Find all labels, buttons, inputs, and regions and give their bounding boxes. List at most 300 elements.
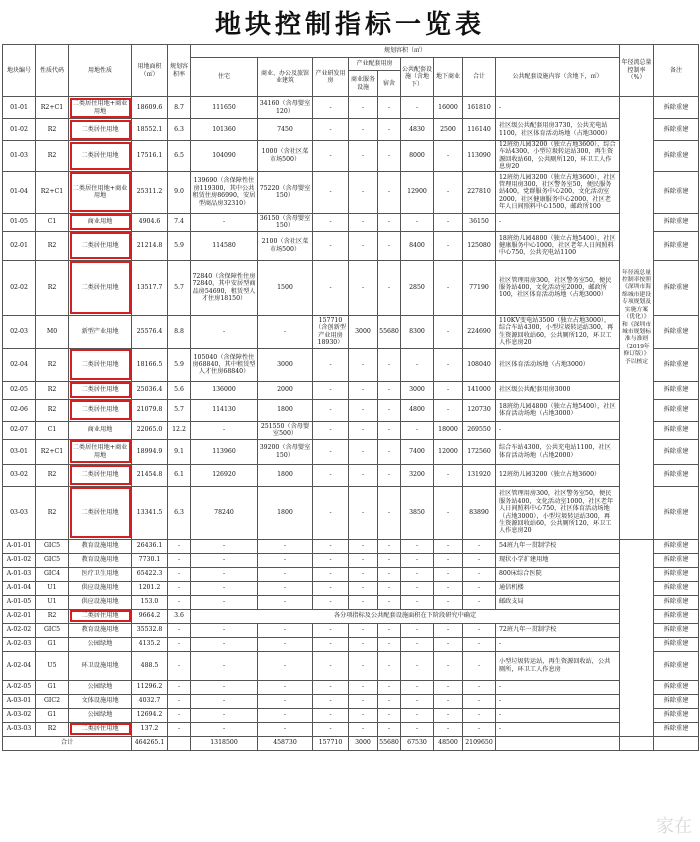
table-row <box>3 141 699 172</box>
nature-code-cell: R2+C1 <box>36 171 69 213</box>
commercial-service-cell: - <box>349 722 378 736</box>
public-underground-cell: - <box>401 421 434 439</box>
remark-cell: 拆除重建 <box>654 97 699 119</box>
parcel-no-cell: 03-02 <box>3 464 36 486</box>
col-industry-support: 产业配套用房 <box>349 58 401 71</box>
total-cell: - <box>463 637 496 651</box>
area-cell: 12694.2 <box>132 708 168 722</box>
totals-total-cell: 2109650 <box>463 736 496 750</box>
total-cell: - <box>463 623 496 637</box>
public-underground-cell: 3850 <box>401 486 434 539</box>
table-row <box>3 680 699 694</box>
far-cell: - <box>168 553 191 567</box>
public-underground-cell: 8400 <box>401 231 434 260</box>
far-cell: 6.1 <box>168 464 191 486</box>
dormitory-cell: - <box>378 722 401 736</box>
far-cell: - <box>168 708 191 722</box>
far-cell: 5.9 <box>168 231 191 260</box>
public-underground-cell: - <box>401 539 434 553</box>
commercial-cell: - <box>258 637 313 651</box>
far-cell: 8.8 <box>168 315 191 348</box>
parcel-no-cell: A-03-03 <box>3 722 36 736</box>
far-cell: 8.7 <box>168 97 191 119</box>
dormitory-cell: - <box>378 464 401 486</box>
totals-residential-cell: 1318500 <box>191 736 258 750</box>
table-row <box>3 464 699 486</box>
area-cell: 4032.7 <box>132 694 168 708</box>
public-facilities-cell: 18班幼儿园4800（独立占地5400），社区体育活动场地（占地3000） <box>496 399 620 421</box>
public-facilities-cell: - <box>496 213 620 231</box>
dormitory-cell: - <box>378 539 401 553</box>
commercial-service-cell: - <box>349 694 378 708</box>
nature-code-cell: R2 <box>36 381 69 399</box>
area-cell: 21079.8 <box>132 399 168 421</box>
underground-commercial-cell: - <box>434 486 463 539</box>
nature-code-cell: GIC5 <box>36 623 69 637</box>
residential-cell: - <box>191 315 258 348</box>
dormitory-cell: - <box>378 623 401 637</box>
col-commercial: 商业、办公及旅馆业建筑 <box>258 58 313 97</box>
parcel-no-cell: A-02-05 <box>3 680 36 694</box>
parcel-no-cell: 02-03 <box>3 315 36 348</box>
underground-commercial-cell: - <box>434 539 463 553</box>
total-cell: 227810 <box>463 171 496 213</box>
industrial-rd-cell: - <box>313 694 349 708</box>
underground-commercial-cell: - <box>434 595 463 609</box>
commercial-cell: - <box>258 539 313 553</box>
far-cell: - <box>168 694 191 708</box>
land-use-cell: 二类居住用地 <box>69 119 132 141</box>
nature-code-cell: G1 <box>36 708 69 722</box>
commercial-cell: - <box>258 722 313 736</box>
commercial-cell: 1800 <box>258 486 313 539</box>
parcel-no-cell: A-03-02 <box>3 708 36 722</box>
dormitory-cell: - <box>378 694 401 708</box>
commercial-service-cell: - <box>349 260 378 315</box>
table-row <box>3 694 699 708</box>
parcel-no-cell: 03-03 <box>3 486 36 539</box>
underground-commercial-cell: - <box>434 348 463 381</box>
public-facilities-cell: 社区管理用房300，社区警务室50，便民服务站400，文化活动室2000，邮政所100，社区体育活动场地（占地3000） <box>496 260 620 315</box>
parcel-no-cell: 01-03 <box>3 141 36 172</box>
total-cell: 141000 <box>463 381 496 399</box>
commercial-cell: - <box>258 694 313 708</box>
land-use-cell: 商业用地 <box>69 421 132 439</box>
table-row <box>3 381 699 399</box>
commercial-service-cell: - <box>349 567 378 581</box>
commercial-cell: - <box>258 581 313 595</box>
totals-public-facilities-cell <box>496 736 620 750</box>
dormitory-cell: - <box>378 553 401 567</box>
remark-cell: 拆除重建 <box>654 381 699 399</box>
totals-remark-cell <box>654 736 699 750</box>
public-facilities-cell: 800床综合医院 <box>496 567 620 581</box>
public-underground-cell: - <box>401 97 434 119</box>
nature-code-cell: R2 <box>36 231 69 260</box>
far-cell: - <box>168 623 191 637</box>
area-cell: 153.0 <box>132 595 168 609</box>
table-row <box>3 348 699 381</box>
nature-code-cell: R2 <box>36 348 69 381</box>
far-cell: 9.0 <box>168 171 191 213</box>
table-row <box>3 567 699 581</box>
underground-commercial-cell: - <box>434 381 463 399</box>
far-cell: 9.1 <box>168 439 191 464</box>
area-cell: 4904.6 <box>132 213 168 231</box>
public-facilities-cell: 12班幼儿园3200（独立占地3600），社区管理用房300，社区警务室50，便民服务站400，党群服务中心200，文化活动室2000，社区健康服务中心2000，社区老年人日间照料中心1500，邮政所100 <box>496 171 620 213</box>
nature-code-cell: C1 <box>36 213 69 231</box>
public-facilities-cell: 72班九年一贯制学校 <box>496 623 620 637</box>
nature-code-cell: R2+C1 <box>36 97 69 119</box>
col-residential: 住宅 <box>191 58 258 97</box>
public-underground-cell: - <box>401 708 434 722</box>
area-cell: 18994.9 <box>132 439 168 464</box>
area-cell: 1201.2 <box>132 581 168 595</box>
totals-label-cell: 合计 <box>3 736 132 750</box>
dormitory-cell: - <box>378 421 401 439</box>
commercial-service-cell: - <box>349 539 378 553</box>
land-use-cell: 二类居住用地 <box>69 231 132 260</box>
remark-cell: 拆除重建 <box>654 680 699 694</box>
parcel-no-cell: 02-04 <box>3 348 36 381</box>
industrial-rd-cell: - <box>313 439 349 464</box>
land-use-cell: 二类居住用地 <box>69 399 132 421</box>
commercial-service-cell: - <box>349 486 378 539</box>
area-cell: 137.2 <box>132 722 168 736</box>
industrial-rd-cell: - <box>313 260 349 315</box>
commercial-service-cell: - <box>349 680 378 694</box>
nature-code-cell: R2 <box>36 260 69 315</box>
far-cell: 5.7 <box>168 399 191 421</box>
residential-cell: - <box>191 708 258 722</box>
remark-cell: 拆除重建 <box>654 694 699 708</box>
public-facilities-cell: 通信机楼 <box>496 581 620 595</box>
total-cell: 125080 <box>463 231 496 260</box>
total-cell: 108040 <box>463 348 496 381</box>
industrial-rd-cell: - <box>313 486 349 539</box>
parcel-no-cell: A-02-02 <box>3 623 36 637</box>
col-public-underground: 公共配套设施（含地下） <box>401 58 434 97</box>
public-underground-cell: 12900 <box>401 171 434 213</box>
commercial-cell: 3000 <box>258 348 313 381</box>
parcel-no-cell: A-02-01 <box>3 609 36 623</box>
dormitory-cell: - <box>378 97 401 119</box>
commercial-service-cell: - <box>349 97 378 119</box>
far-cell: 5.6 <box>168 381 191 399</box>
commercial-service-cell: - <box>349 623 378 637</box>
commercial-service-cell: - <box>349 708 378 722</box>
dormitory-cell: - <box>378 637 401 651</box>
area-cell: 21454.8 <box>132 464 168 486</box>
commercial-service-cell: - <box>349 553 378 567</box>
nature-code-cell: U5 <box>36 651 69 680</box>
nature-code-cell: M0 <box>36 315 69 348</box>
commercial-service-cell: - <box>349 464 378 486</box>
underground-commercial-cell: - <box>434 680 463 694</box>
public-underground-cell: 2850 <box>401 260 434 315</box>
nature-code-cell: U1 <box>36 595 69 609</box>
commercial-service-cell: - <box>349 421 378 439</box>
commercial-cell: - <box>258 708 313 722</box>
area-cell: 7730.1 <box>132 553 168 567</box>
table-row <box>3 97 699 119</box>
land-use-cell: 二类居住用地 <box>69 348 132 381</box>
land-use-cell: 二类居住用地+商业用地 <box>69 97 132 119</box>
area-cell: 21214.8 <box>132 231 168 260</box>
land-use-cell: 二类居住用地+商业用地 <box>69 171 132 213</box>
table-row <box>3 595 699 609</box>
area-cell: 488.5 <box>132 651 168 680</box>
residential-cell: - <box>191 213 258 231</box>
far-cell: - <box>168 651 191 680</box>
dormitory-cell: - <box>378 680 401 694</box>
land-use-cell: 二类居住用地 <box>69 722 132 736</box>
land-use-cell: 教育设施用地 <box>69 553 132 567</box>
far-cell: 6.5 <box>168 141 191 172</box>
commercial-service-cell: - <box>349 381 378 399</box>
commercial-cell: 2100（含社区菜市场500） <box>258 231 313 260</box>
dormitory-cell: - <box>378 486 401 539</box>
underground-commercial-cell: - <box>434 231 463 260</box>
col-remark: 备注 <box>654 45 699 97</box>
col-gfa-group: 规划容积（㎡） <box>191 45 620 58</box>
commercial-cell: - <box>258 651 313 680</box>
table-row <box>3 637 699 651</box>
public-facilities-cell: 邮政支局 <box>496 595 620 609</box>
land-use-cell: 二类居住用地 <box>69 381 132 399</box>
parcel-no-cell: A-01-01 <box>3 539 36 553</box>
underground-commercial-cell: 18000 <box>434 421 463 439</box>
land-use-cell: 供应设施用地 <box>69 595 132 609</box>
dormitory-cell: - <box>378 348 401 381</box>
parcel-no-cell: 01-05 <box>3 213 36 231</box>
totals-commercial-service-cell: 3000 <box>349 736 378 750</box>
table-row <box>3 651 699 680</box>
dormitory-cell: - <box>378 381 401 399</box>
deferred-note-cell: 各分项指标及公共配套设施面积在下阶段研究中确定 <box>191 609 620 623</box>
residential-cell: 104090 <box>191 141 258 172</box>
col-land-recovery-rate: 年径流总量控制率（%） <box>620 45 654 97</box>
public-underground-cell: - <box>401 213 434 231</box>
industrial-rd-cell: - <box>313 553 349 567</box>
commercial-service-cell: - <box>349 171 378 213</box>
public-underground-cell: - <box>401 553 434 567</box>
commercial-cell: 2000 <box>258 381 313 399</box>
table-row <box>3 231 699 260</box>
remark-cell: 拆除重建 <box>654 539 699 553</box>
parcel-no-cell: A-01-02 <box>3 553 36 567</box>
parcel-no-cell: 02-02 <box>3 260 36 315</box>
public-underground-cell: - <box>401 680 434 694</box>
underground-commercial-cell: - <box>434 651 463 680</box>
commercial-service-cell: - <box>349 348 378 381</box>
residential-cell: 139690（含保障性住房119300，其中公共租赁住房86990，安居型商品房32310） <box>191 171 258 213</box>
area-cell: 25036.4 <box>132 381 168 399</box>
nature-code-cell: GIC5 <box>36 553 69 567</box>
dormitory-cell: - <box>378 231 401 260</box>
nature-code-cell: R2 <box>36 486 69 539</box>
parcel-no-cell: 02-01 <box>3 231 36 260</box>
dormitory-cell: - <box>378 399 401 421</box>
table-row <box>3 399 699 421</box>
industrial-rd-cell: - <box>313 464 349 486</box>
dormitory-cell: - <box>378 171 401 213</box>
underground-commercial-cell: - <box>434 315 463 348</box>
underground-commercial-cell: - <box>434 171 463 213</box>
public-underground-cell: - <box>401 348 434 381</box>
industrial-rd-cell: - <box>313 581 349 595</box>
residential-cell: 113960 <box>191 439 258 464</box>
public-facilities-cell: - <box>496 708 620 722</box>
residential-cell: - <box>191 421 258 439</box>
residential-cell: - <box>191 637 258 651</box>
col-nature-code: 性质代码 <box>36 45 69 97</box>
nature-code-cell: G1 <box>36 680 69 694</box>
area-cell: 25311.2 <box>132 171 168 213</box>
far-cell: - <box>168 595 191 609</box>
commercial-service-cell: - <box>349 119 378 141</box>
watermark: 家在 <box>656 816 692 837</box>
col-land-use: 用地性质 <box>69 45 132 97</box>
nature-code-cell: R2 <box>36 464 69 486</box>
nature-code-cell: C1 <box>36 421 69 439</box>
public-facilities-cell: - <box>496 722 620 736</box>
table-row <box>3 581 699 595</box>
table-row <box>3 623 699 637</box>
remark-cell: 拆除重建 <box>654 213 699 231</box>
total-cell: - <box>463 553 496 567</box>
public-facilities-cell: 110KV变电站3500（独立占地3000），综合车站4300，小型垃圾转运站300，再生资源回收站60，公共厕所120，环卫工人作息房20 <box>496 315 620 348</box>
public-underground-cell: - <box>401 623 434 637</box>
area-cell: 11296.2 <box>132 680 168 694</box>
nature-code-cell: R2 <box>36 141 69 172</box>
dormitory-cell: - <box>378 581 401 595</box>
public-facilities-cell: 54班九年一贯制学校 <box>496 539 620 553</box>
remark-cell: 拆除重建 <box>654 567 699 581</box>
commercial-cell: - <box>258 595 313 609</box>
residential-cell: - <box>191 581 258 595</box>
public-underground-cell: - <box>401 722 434 736</box>
underground-commercial-cell: - <box>434 464 463 486</box>
remark-cell: 拆除重建 <box>654 651 699 680</box>
table-row <box>3 171 699 213</box>
residential-cell: 114130 <box>191 399 258 421</box>
land-use-cell: 教育设施用地 <box>69 623 132 637</box>
public-underground-cell: 3200 <box>401 464 434 486</box>
commercial-service-cell: - <box>349 141 378 172</box>
area-cell: 17516.1 <box>132 141 168 172</box>
remark-cell: 拆除重建 <box>654 553 699 567</box>
remark-cell: 拆除重建 <box>654 581 699 595</box>
residential-cell: 114580 <box>191 231 258 260</box>
public-facilities-cell: 18班幼儿园4800（独立占地5400），社区健康服务中心1000，社区老年人日间照料中心750，公共充电站1100 <box>496 231 620 260</box>
parcel-no-cell: 01-01 <box>3 97 36 119</box>
commercial-cell: 1800 <box>258 464 313 486</box>
underground-commercial-cell: 12000 <box>434 439 463 464</box>
commercial-service-cell: 3000 <box>349 315 378 348</box>
remark-cell: 拆除重建 <box>654 439 699 464</box>
land-use-cell: 公园绿地 <box>69 680 132 694</box>
industrial-rd-cell: - <box>313 231 349 260</box>
col-commercial-service: 商业服务设施 <box>349 71 378 97</box>
public-facilities-cell: 12班幼儿园3200（独立占地3600），综合车站4300，小型垃圾转运站300，再生资源回收站60，公共厕所120，环卫工人作息房20 <box>496 141 620 172</box>
col-public-facilities: 公共配套设施内容（含地下，㎡） <box>496 58 620 97</box>
total-cell: - <box>463 567 496 581</box>
land-use-cell: 供应设施用地 <box>69 581 132 595</box>
total-cell: - <box>463 539 496 553</box>
industrial-rd-cell: - <box>313 595 349 609</box>
dormitory-cell: 55680 <box>378 315 401 348</box>
dormitory-cell: - <box>378 567 401 581</box>
residential-cell: - <box>191 553 258 567</box>
col-underground-commercial: 地下商业 <box>434 58 463 97</box>
residential-cell: 78240 <box>191 486 258 539</box>
industrial-rd-cell: - <box>313 680 349 694</box>
public-facilities-cell: 社区级公共配套用房3730，公共充电站1100，社区体育活动场地（占地3000） <box>496 119 620 141</box>
dormitory-cell: - <box>378 141 401 172</box>
residential-cell: 126920 <box>191 464 258 486</box>
underground-commercial-cell: - <box>434 637 463 651</box>
underground-commercial-cell: - <box>434 623 463 637</box>
public-facilities-cell: 综合车站4300，公共充电站1100，社区体育活动场地（占地2000） <box>496 439 620 464</box>
remark-cell: 拆除重建 <box>654 171 699 213</box>
underground-commercial-cell: - <box>434 694 463 708</box>
total-cell: - <box>463 708 496 722</box>
commercial-cell: 1800 <box>258 399 313 421</box>
industrial-rd-cell: - <box>313 213 349 231</box>
parcel-no-cell: A-01-03 <box>3 567 36 581</box>
industrial-rd-cell: - <box>313 381 349 399</box>
land-use-cell: 二类居住用地 <box>69 609 132 623</box>
total-cell: - <box>463 680 496 694</box>
dormitory-cell: - <box>378 595 401 609</box>
far-cell: 3.6 <box>168 609 191 623</box>
area-cell: 18552.1 <box>132 119 168 141</box>
dormitory-cell: - <box>378 708 401 722</box>
table-row <box>3 553 699 567</box>
remark-cell: 拆除重建 <box>654 486 699 539</box>
residential-cell: 136000 <box>191 381 258 399</box>
far-cell: - <box>168 539 191 553</box>
land-use-cell: 医疗卫生用地 <box>69 567 132 581</box>
commercial-cell: - <box>258 680 313 694</box>
land-use-cell: 文体设施用地 <box>69 694 132 708</box>
underground-commercial-cell: 16000 <box>434 97 463 119</box>
remark-cell: 拆除重建 <box>654 609 699 623</box>
area-cell: 65422.3 <box>132 567 168 581</box>
area-cell: 22065.0 <box>132 421 168 439</box>
commercial-cell: 36150（含母婴室150） <box>258 213 313 231</box>
public-facilities-cell: 小型垃圾转运站，再生资源回收站，公共厕所，环卫工人作息房 <box>496 651 620 680</box>
totals-public-underground-cell: 67530 <box>401 736 434 750</box>
commercial-cell: 75220（含母婴室150） <box>258 171 313 213</box>
underground-commercial-cell: - <box>434 141 463 172</box>
public-underground-cell: 8000 <box>401 141 434 172</box>
land-use-cell: 商业用地 <box>69 213 132 231</box>
public-underground-cell: - <box>401 637 434 651</box>
residential-cell: 105040（含保障性住房68840，其中租赁型人才住房68840） <box>191 348 258 381</box>
remark-cell: 拆除重建 <box>654 708 699 722</box>
remark-cell: 拆除重建 <box>654 119 699 141</box>
public-underground-cell: 4830 <box>401 119 434 141</box>
underground-commercial-cell: - <box>434 722 463 736</box>
remark-cell: 拆除重建 <box>654 260 699 315</box>
nature-code-cell: R2+C1 <box>36 439 69 464</box>
dormitory-cell: - <box>378 213 401 231</box>
industrial-rd-cell: - <box>313 119 349 141</box>
industrial-rd-cell: - <box>313 708 349 722</box>
industrial-rd-cell: - <box>313 637 349 651</box>
